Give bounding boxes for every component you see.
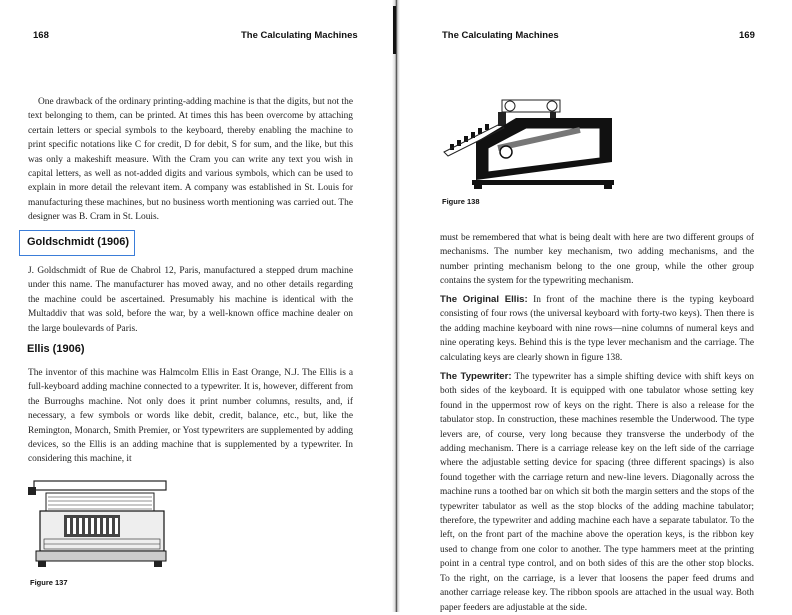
figure-137-caption: Figure 137 bbox=[30, 578, 68, 587]
paragraph-typewriter-text: The typewriter has a simple shifting device with shift keys on both sides of the keyboard. It is equipped with one tabulator whose setting key found in the uppermost row of keys on the right. There is also a release for the tabulator stop. In construction, these machines resemble the Underwood. The type levers are, of course, very long because they transverse the underbody of the adding mechanism. There is a carriage release key on the left side of the carriage where the adjustable setting device for spacing (three different spacings) is also found together with the carriage return and new-line levers. Diagonally across the machine runs a toothed bar on which sit both the margin setters and the stops of the typewriter tabulator as well as the stop blocks of the adding machine tabulator; therefore, the typewriter and adding machine each have a separate tabulator. To the left, on the front part of the machine above the operation keys, is the ribbon key used to change from one color to another. The type hammers meet at the printing point in a central type control, and on both sides of this are the other stop blocks. To the right, on the carriage, is a lever that loosens the paper feed drums and another carriage release key. The ribbon spools are attached in the usual way. Both paper feeders are adjustable at the side. bbox=[440, 372, 754, 613]
paragraph-goldschmidt: J. Goldschmidt of Rue de Chabrol 12, Paris, manufactured a stepped drum machine under this name. The manufacturer has moved away, and no other details regarding the machine could be ascertained. Presumably his machine is identical with the Multaddiv that was sold, before the war, by a well-known office machine dealer on the large boulevards of Paris. bbox=[28, 266, 353, 334]
running-head-right: The Calculating Machines bbox=[442, 30, 559, 41]
running-head-left: The Calculating Machines bbox=[241, 30, 358, 41]
figure-137-image bbox=[26, 477, 171, 573]
paragraph-typewriter bbox=[440, 370, 754, 615]
paragraph-mechanisms: must be remembered that what is being dealt with here are two different groups of mechanisms. The number key mechanism, two adding mechanisms, and the number printing mechanism belong to the one group, while the other group contains the system for the typewriting mechanism. bbox=[440, 233, 754, 287]
page-number-right: 169 bbox=[739, 30, 755, 41]
runin-original-ellis: The Original Ellis: bbox=[440, 294, 528, 305]
page-number-left: 168 bbox=[33, 30, 49, 41]
paragraph-cram: One drawback of the ordinary printing-adding machine is that the digits, but not the text belonging to them, can be printed. At times this has been overcome by attaching certain letters or special symbols to the keyboard, thereby enabling the machine to print specific notations like C for credit, D for debit, S for sum, and the like, but this was only a makeshift measure. With the Cram you can write any text you wish in capital letters, as well as not-added digits and various symbols, which can be used to explain in more detail the relevant item. A company was established in St. Louis for manufacturing these machines, but no business worth mentioning was carried out. The designer was B. Cram in St. Louis. bbox=[28, 97, 353, 223]
paragraph-original-ellis-text: In front of the machine there is the typing keyboard consisting of four rows (the universal keyboard with forty-two keys). Then there is the adding machine keyboard with nine rows—nine columns of numeral keys and nine operating keys. Behind this is the type lever mechanism and the carriage. The calculating keys are clearly shown in figure 138. bbox=[440, 295, 754, 363]
paragraph-ellis: The inventor of this machine was Halmcolm Ellis in East Orange, N.J. The Ellis is a full-keyboard adding machine connected to a typewriter. It is, however, different from the Burroughs machine. Not only does it print number columns, results, and, if necessary, a few symbols or words like debit, credit, balance, etc., but, like the Remington, Monarch, Smith Premier, or Yost typewriters are supplemented by adding devices, so the Ellis is an adding machine that is supplemented by a typewriter. In considering this machine, it bbox=[28, 368, 353, 465]
right-page bbox=[400, 0, 792, 612]
left-page bbox=[0, 0, 392, 612]
runin-typewriter: The Typewriter: bbox=[440, 371, 512, 382]
gutter-shadow bbox=[393, 6, 396, 54]
figure-138-image bbox=[440, 92, 616, 192]
figure-138-caption: Figure 138 bbox=[442, 197, 480, 206]
paragraph-original-ellis bbox=[440, 293, 754, 365]
book-gutter bbox=[392, 0, 400, 612]
heading-goldschmidt: Goldschmidt (1906) bbox=[27, 236, 130, 248]
heading-ellis: Ellis (1906) bbox=[27, 343, 85, 355]
